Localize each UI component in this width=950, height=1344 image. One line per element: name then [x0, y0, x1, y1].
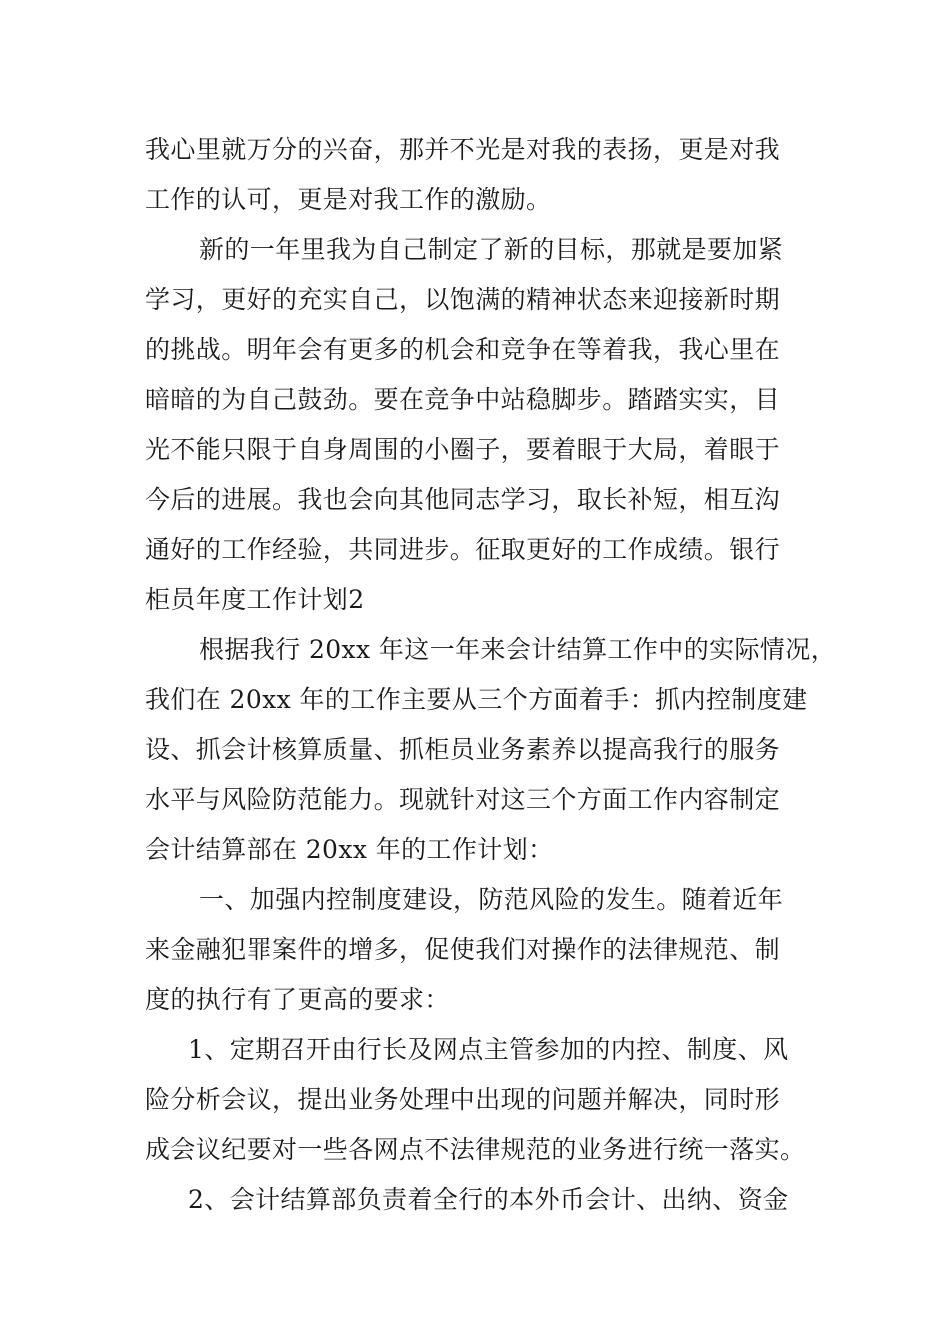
text-line: 来金融犯罪案件的增多，促使我们对操作的法律规范、制	[145, 935, 781, 964]
paragraph-start-line: 一、加强内控制度建设，防范风险的发生。随着近年	[199, 885, 784, 914]
text-line: 今后的进展。我也会向其他同志学习，取长补短，相互沟	[145, 485, 781, 514]
text-line: 成会议纪要对一些各网点不法律规范的业务进行统一落实。	[145, 1135, 806, 1164]
list-item-line: 1、定期召开由行长及网点主管参加的内控、制度、风	[188, 1035, 789, 1064]
paragraph-start-line: 新的一年里我为自己制定了新的目标，那就是要加紧	[199, 235, 784, 264]
text-line: 度的执行有了更高的要求：	[145, 985, 450, 1014]
section-heading: 柜员年度工作计划2	[145, 585, 365, 614]
text-line: 设、抓会计核算质量、抓柜员业务素养以提高我行的服务	[145, 735, 781, 764]
text-line: 会计结算部在 20xx 年的工作计划：	[145, 835, 554, 864]
text-line: 工作的认可，更是对我工作的激励。	[145, 185, 552, 214]
paragraph-start-line: 根据我行 20xx 年这一年来会计结算工作中的实际情况，	[199, 635, 837, 664]
text-line: 的挑战。明年会有更多的机会和竞争在等着我，我心里在	[145, 335, 781, 364]
text-line: 我们在 20xx 年的工作主要从三个方面着手：抓内控制度建	[145, 685, 808, 714]
text-line: 险分析会议，提出业务处理中出现的问题并解决，同时形	[145, 1085, 781, 1114]
text-line: 暗暗的为自己鼓劲。要在竞争中站稳脚步。踏踏实实，目	[145, 385, 781, 414]
text-line: 水平与风险防范能力。现就针对这三个方面工作内容制定	[145, 785, 781, 814]
text-line: 光不能只限于自身周围的小圈子，要着眼于大局，着眼于	[145, 435, 781, 464]
text-line: 我心里就万分的兴奋，那并不光是对我的表扬，更是对我	[145, 135, 781, 164]
list-item-line: 2、会计结算部负责着全行的本外币会计、出纳、资金	[188, 1185, 789, 1214]
text-line: 通好的工作经验，共同进步。征取更好的工作成绩。银行	[145, 535, 781, 564]
text-line: 学习，更好的充实自己，以饱满的精神状态来迎接新时期	[145, 285, 781, 314]
